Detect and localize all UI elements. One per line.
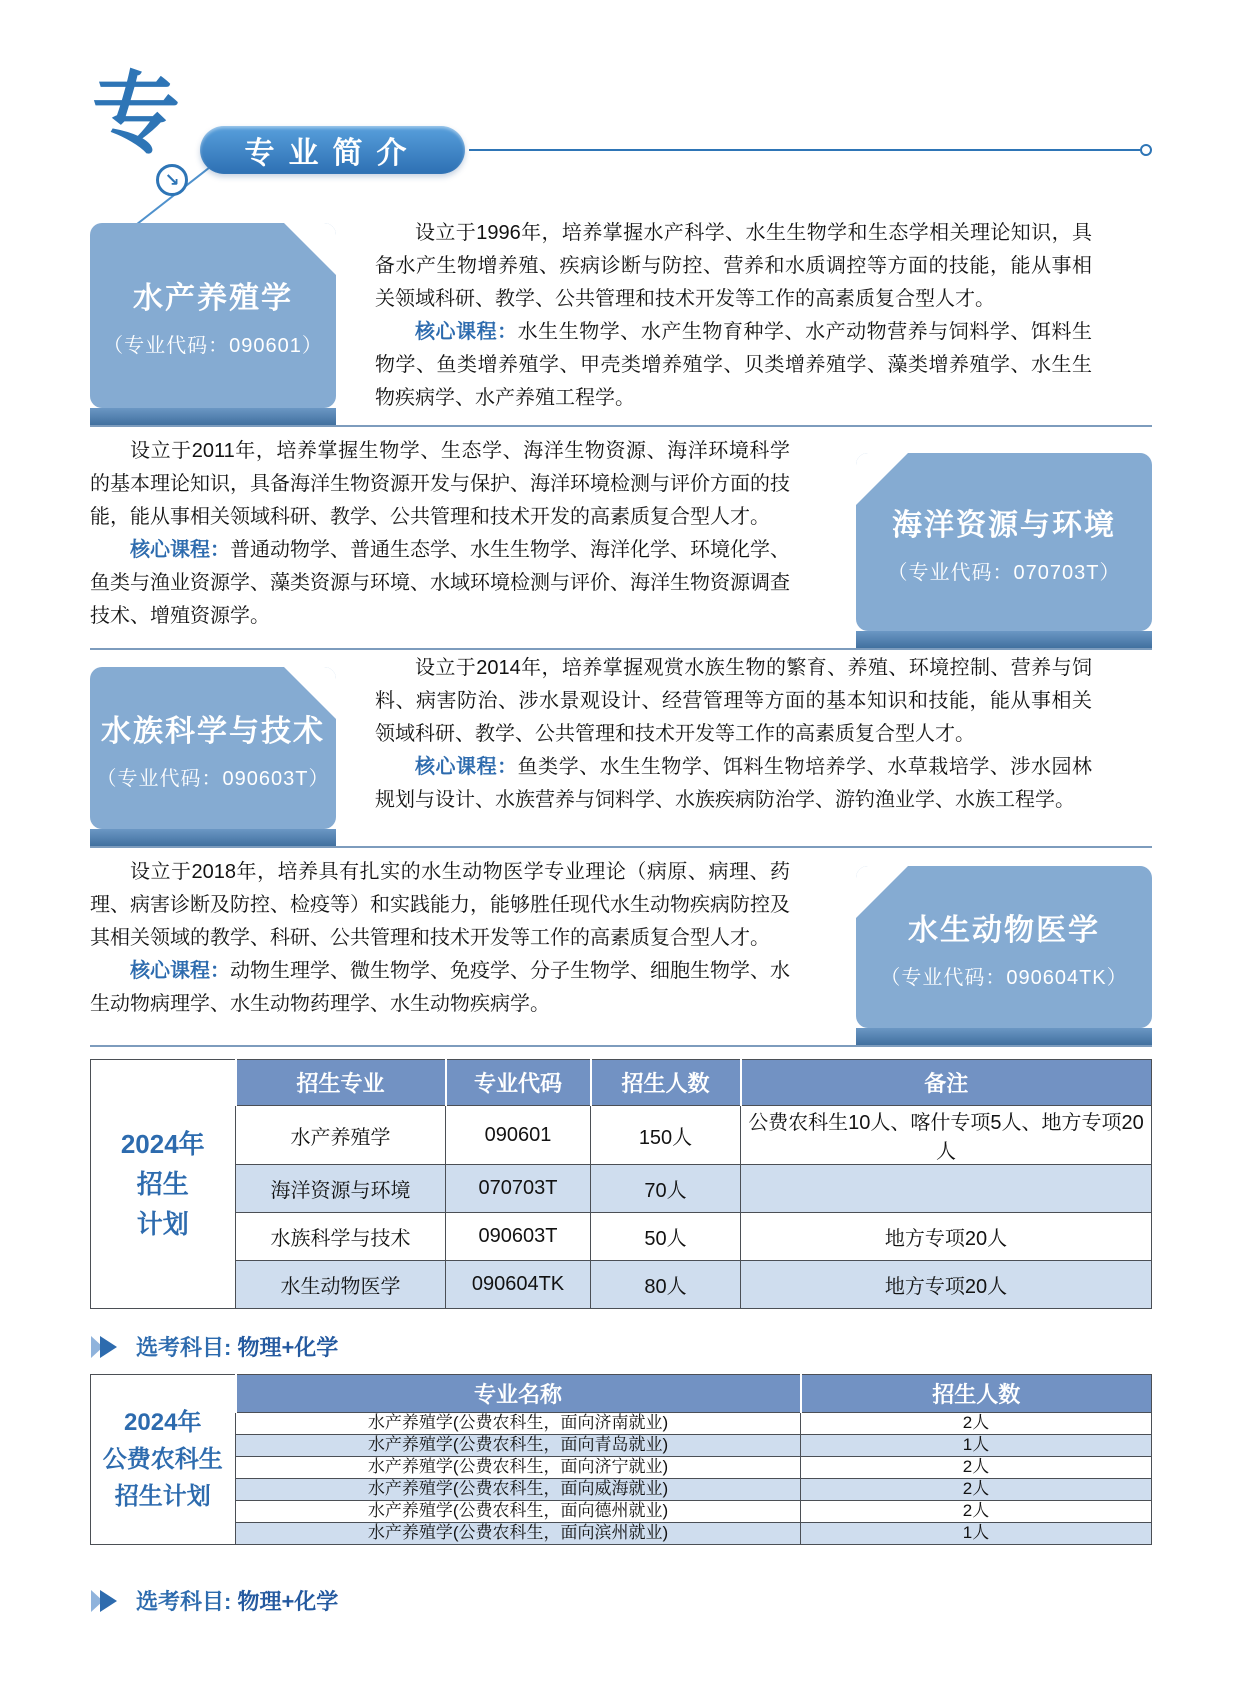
label-line: 2024年 <box>124 1408 202 1436</box>
banner-endcap-circle <box>1140 144 1152 156</box>
label-line: 计划 <box>136 1209 189 1240</box>
core-courses-text: 动物生理学、微生物学、免疫学、分子生物学、细胞生物学、水生动物病理学、水生动物药理学、水生动物疾病学。 <box>90 960 790 1015</box>
subject-note-label: 选考科目: <box>136 1589 232 1614</box>
cell-count: 1人 <box>801 1523 1152 1545</box>
core-courses-label: 核心课程： <box>130 960 230 982</box>
cell-major: 海洋资源与环境 <box>236 1165 446 1213</box>
major-section-aquarium-science <box>90 650 1152 848</box>
major-code: （专业代码：070703T） <box>887 561 1121 584</box>
core-courses-text: 普通动物学、普通生态学、水生生物学、海洋化学、环境化学、鱼类与渔业资源学、藻类资源与环境、水域环境检测与评价、海洋生物资源调查技术、增殖资源学。 <box>90 539 790 627</box>
cell-count: 2人 <box>801 1501 1152 1523</box>
card-corner-cut <box>284 667 336 719</box>
cell-major: 水生动物医学 <box>236 1261 446 1309</box>
column-header-count: 招生人数 <box>801 1375 1152 1413</box>
core-courses-text: 水生生物学、水产生物育种学、水产动物营养与饲料学、饵料生物学、鱼类增养殖学、甲壳类增养殖学、贝类增养殖学、藻类增养殖学、水生生物疾病学、水产养殖工程学。 <box>375 321 1092 409</box>
major-intro: 设立于2014年，培养掌握观赏水族生物的繁育、养殖、环境控制、营养与饲料、病害防治、涉水景观设计、经营管理等方面的基本知识和技能，能从事相关领域科研、教学、公共管理和技术开发等工作的高素质复合型人才。 <box>375 657 1092 745</box>
public-funded-row-label <box>91 1375 236 1545</box>
cell-count: 50人 <box>591 1213 741 1261</box>
subject-note-text <box>136 1585 338 1616</box>
cell-count: 150人 <box>591 1106 741 1165</box>
card-corner-cut <box>856 866 908 918</box>
core-courses-label: 核心课程： <box>415 756 518 778</box>
major-card <box>856 866 1152 1028</box>
public-funded-plan-table <box>90 1374 1152 1545</box>
major-section-aquatic-animal-medicine <box>90 848 1152 1047</box>
cell-count: 80人 <box>591 1261 741 1309</box>
major-core-courses <box>90 534 790 633</box>
column-header-remark: 备注 <box>741 1060 1152 1106</box>
major-code: （专业代码：090601） <box>103 335 323 357</box>
subject-note-text <box>136 1331 338 1362</box>
cell-code: 090604TK <box>446 1261 591 1309</box>
double-arrow-icon <box>90 1588 120 1614</box>
major-core-courses <box>90 955 790 1021</box>
major-intro: 设立于1996年，培养掌握水产科学、水生生物学和生态学相关理论知识，具备水产生物增养殖、疾病诊断与防控、营养和水质调控等方面的技能，能从事相关领域科研、教学、公共管理和技术开发等工作的高素质复合型人才。 <box>375 222 1092 310</box>
core-courses-text: 鱼类学、水生生物学、饵料生物培养学、水草栽培学、涉水园林规划与设计、水族营养与饲料学、水族疾病防治学、游钓渔业学、水族工程学。 <box>375 756 1092 811</box>
subject-note-label: 选考科目: <box>136 1335 232 1360</box>
page-header <box>90 60 1152 190</box>
cell-remark: 地方专项20人 <box>741 1261 1152 1309</box>
major-card-column <box>90 223 336 425</box>
major-card-column <box>856 453 1152 648</box>
cell-remark: 地方专项20人 <box>741 1213 1152 1261</box>
cell-count: 1人 <box>801 1435 1152 1457</box>
logo-character: 专 <box>92 64 181 163</box>
arrow-circle-icon: ↘ <box>156 164 188 196</box>
page-title: 专业简介 <box>200 126 465 174</box>
subject-requirement-note <box>90 1331 1152 1362</box>
card-corner-cut <box>284 223 336 275</box>
cell-code: 070703T <box>446 1165 591 1213</box>
label-line: 公费农科生 <box>102 1445 223 1473</box>
cell-major-name: 水产养殖学(公费农科生，面向威海就业) <box>236 1479 801 1501</box>
major-card <box>90 223 336 408</box>
cell-count: 70人 <box>591 1165 741 1213</box>
card-accent-bar <box>856 1028 1152 1045</box>
major-name: 水生动物医学 <box>908 913 1100 947</box>
cell-remark <box>741 1165 1152 1213</box>
major-core-courses <box>375 751 1092 817</box>
table-row <box>91 1479 1152 1501</box>
table-row <box>91 1523 1152 1545</box>
major-card <box>856 453 1152 631</box>
label-line: 招生 <box>136 1168 189 1199</box>
major-intro: 设立于2018年，培养具有扎实的水生动物医学专业理论（病原、病理、药理、病害诊断及防控、检疫等）和实践能力，能够胜任现代水生动物疾病防控及其相关领域的教学、科研、公共管理和技术开发等工作的高素质复合型人才。 <box>90 861 790 949</box>
cell-major: 水族科学与技术 <box>236 1213 446 1261</box>
cell-count: 2人 <box>801 1479 1152 1501</box>
enrollment-plan-table <box>90 1059 1152 1309</box>
subject-note-value: 物理+化学 <box>237 1589 339 1614</box>
table-row <box>91 1501 1152 1523</box>
card-accent-bar <box>90 408 336 425</box>
cell-major-name: 水产养殖学(公费农科生，面向青岛就业) <box>236 1435 801 1457</box>
major-section-aquaculture <box>90 215 1152 427</box>
banner-row <box>200 126 1152 174</box>
major-core-courses <box>375 316 1092 415</box>
card-corner-cut <box>856 453 908 505</box>
column-header-major: 招生专业 <box>236 1060 446 1106</box>
cell-remark: 公费农科生10人、喀什专项5人、地方专项20人 <box>741 1106 1152 1165</box>
major-name: 水族科学与技术 <box>101 714 325 748</box>
table-row <box>91 1261 1152 1309</box>
cell-major: 水产养殖学 <box>236 1106 446 1165</box>
enrollment-plan-row-label <box>91 1060 236 1309</box>
section-divider <box>90 1045 1152 1047</box>
cell-count: 2人 <box>801 1457 1152 1479</box>
major-name: 海洋资源与环境 <box>892 508 1116 542</box>
cell-code: 090603T <box>446 1213 591 1261</box>
core-courses-label: 核心课程： <box>130 539 230 561</box>
cell-major-name: 水产养殖学(公费农科生，面向济宁就业) <box>236 1457 801 1479</box>
label-line: 2024年 <box>120 1128 205 1159</box>
table-row <box>91 1106 1152 1165</box>
card-accent-bar <box>90 829 336 846</box>
major-card <box>90 667 336 829</box>
banner-rule-line <box>469 149 1140 151</box>
table-row <box>91 1457 1152 1479</box>
cell-major-name: 水产养殖学(公费农科生，面向德州就业) <box>236 1501 801 1523</box>
subject-note-value: 物理+化学 <box>237 1335 339 1360</box>
cell-major-name: 水产养殖学(公费农科生，面向滨州就业) <box>236 1523 801 1545</box>
cell-code: 090601 <box>446 1106 591 1165</box>
cell-count: 2人 <box>801 1413 1152 1435</box>
table-row <box>91 1413 1152 1435</box>
subject-requirement-note <box>90 1585 1152 1616</box>
card-accent-bar <box>856 631 1152 648</box>
cell-major-name: 水产养殖学(公费农科生，面向济南就业) <box>236 1413 801 1435</box>
core-courses-label: 核心课程： <box>415 321 518 343</box>
major-code: （专业代码：090604TK） <box>880 966 1128 989</box>
major-intro: 设立于2011年，培养掌握生物学、生态学、海洋生物资源、海洋环境科学的基本理论知识，具备海洋生物资源开发与保护、海洋环境检测与评价方面的技能，能从事相关领域科研、教学、公共管理和技术开发的高素质复合型人才。 <box>90 440 790 528</box>
column-header-count: 招生人数 <box>591 1060 741 1106</box>
table-row <box>91 1165 1152 1213</box>
table-row <box>91 1213 1152 1261</box>
label-line: 招生计划 <box>114 1483 211 1511</box>
table-row <box>91 1435 1152 1457</box>
column-header-code: 专业代码 <box>446 1060 591 1106</box>
major-card-column <box>856 866 1152 1045</box>
double-arrow-icon <box>90 1334 120 1360</box>
major-section-marine-resources <box>90 427 1152 650</box>
major-card-column <box>90 667 336 846</box>
column-header-major-name: 专业名称 <box>236 1375 801 1413</box>
major-name: 水产养殖学 <box>133 282 293 315</box>
major-code: （专业代码：090603T） <box>96 767 330 790</box>
